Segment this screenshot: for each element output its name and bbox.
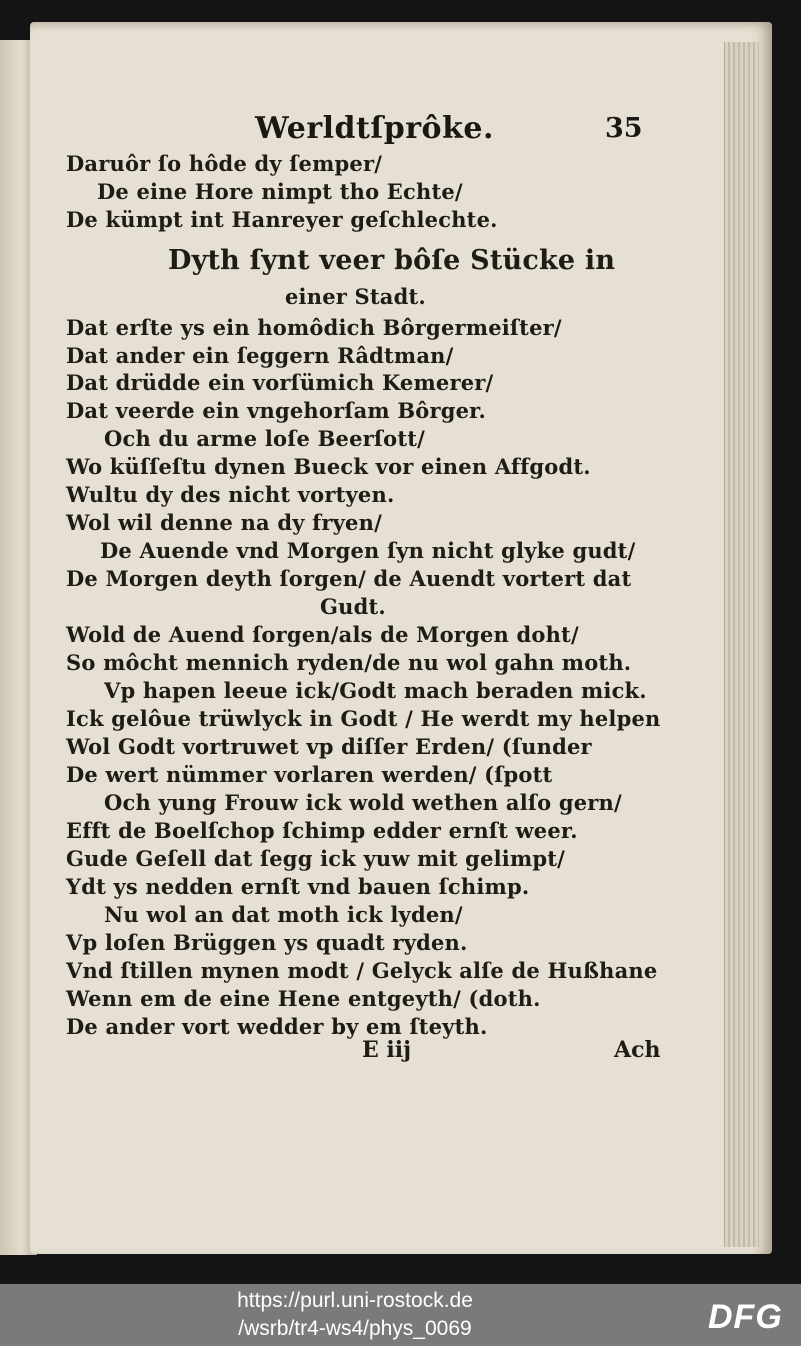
section-heading: Dyth ſynt veer bôſe Stücke in (168, 245, 616, 276)
text-line: Vnd ſtillen mynen modt / Gelyck alſe de Hußhane (66, 958, 658, 983)
text-line: Wol wil denne na dy fryen/ (66, 510, 382, 535)
page-stack-edge (724, 42, 759, 1247)
text-line: Wenn em de eine Hene entgeyth/ (doth. (66, 986, 541, 1011)
text-line: Nu wol an dat moth ick lyden/ (104, 902, 463, 927)
source-url-line1[interactable]: https://purl.uni-rostock.de (237, 1289, 473, 1312)
catchword: Ach (614, 1037, 661, 1063)
text-line: Gude Geſell dat ſegg ick yuw mit gelimpt/ (66, 846, 566, 871)
text-line: Dat ander ein ſeggern Râdtman/ (66, 343, 454, 368)
running-title: Werldtſprôke. (255, 111, 494, 146)
text-line: De eine Hore nimpt tho Echte/ (97, 179, 463, 204)
text-line: De ander vort wedder by em ſteyth. (66, 1014, 488, 1039)
text-line: Och du arme loſe Beerſott/ (104, 426, 426, 451)
signature-mark: E iij (362, 1037, 412, 1063)
text-line: So môcht mennich ryden/de nu wol gahn moth. (66, 650, 632, 675)
dfg-logo: DFG (708, 1298, 783, 1336)
text-line: Wold de Auend ſorgen/als de Morgen doht/ (66, 622, 579, 647)
text-line: Wol Godt vortruwet vp diſſer Erden/ (ſunder (66, 734, 592, 759)
text-line: Vp loſen Brüggen ys quadt ryden. (66, 930, 468, 955)
text-line: Wo küſſeſtu dynen Bueck vor einen Affgodt. (66, 454, 591, 479)
text-line: Ydt ys nedden ernſt vnd bauen ſchimp. (66, 874, 530, 899)
text-line: Dat veerde ein vngehorſam Bôrger. (66, 398, 487, 423)
text-line: Gudt. (320, 594, 386, 619)
text-line: Ick gelôue trüwlyck in Godt / He werdt my helpen (66, 706, 661, 731)
page-header (0, 105, 801, 155)
section-subheading: einer Stadt. (285, 284, 426, 309)
text-line: De kümpt int Hanreyer geſchlechte. (66, 207, 498, 232)
text-line: De wert nümmer vorlaren werden/ (ſpott (66, 762, 553, 787)
text-line: Efft de Boelſchop ſchimp edder ernſt weer. (66, 818, 578, 843)
text-line: Och yung Frouw ick wold wethen alſo gern/ (104, 790, 622, 815)
text-line: Dat drüdde ein vorſümich Kemerer/ (66, 370, 494, 395)
text-line: Daruôr ſo hôde dy ſemper/ (66, 151, 383, 176)
text-line: De Auende vnd Morgen ſyn nicht glyke gudt/ (100, 538, 636, 563)
page-number: 35 (605, 113, 643, 144)
text-line: Wultu dy des nicht vortyen. (66, 482, 395, 507)
text-line: De Morgen deyth ſorgen/ de Auendt vortert dat (66, 566, 632, 591)
source-bar (0, 1284, 801, 1346)
text-line: Vp hapen leeue ick/Godt mach beraden mick. (104, 678, 647, 703)
text-line: Dat erſte ys ein homôdich Bôrgermeiſter/ (66, 315, 562, 340)
source-url-line2[interactable]: /wsrb/tr4-ws4/phys_0069 (238, 1317, 472, 1340)
